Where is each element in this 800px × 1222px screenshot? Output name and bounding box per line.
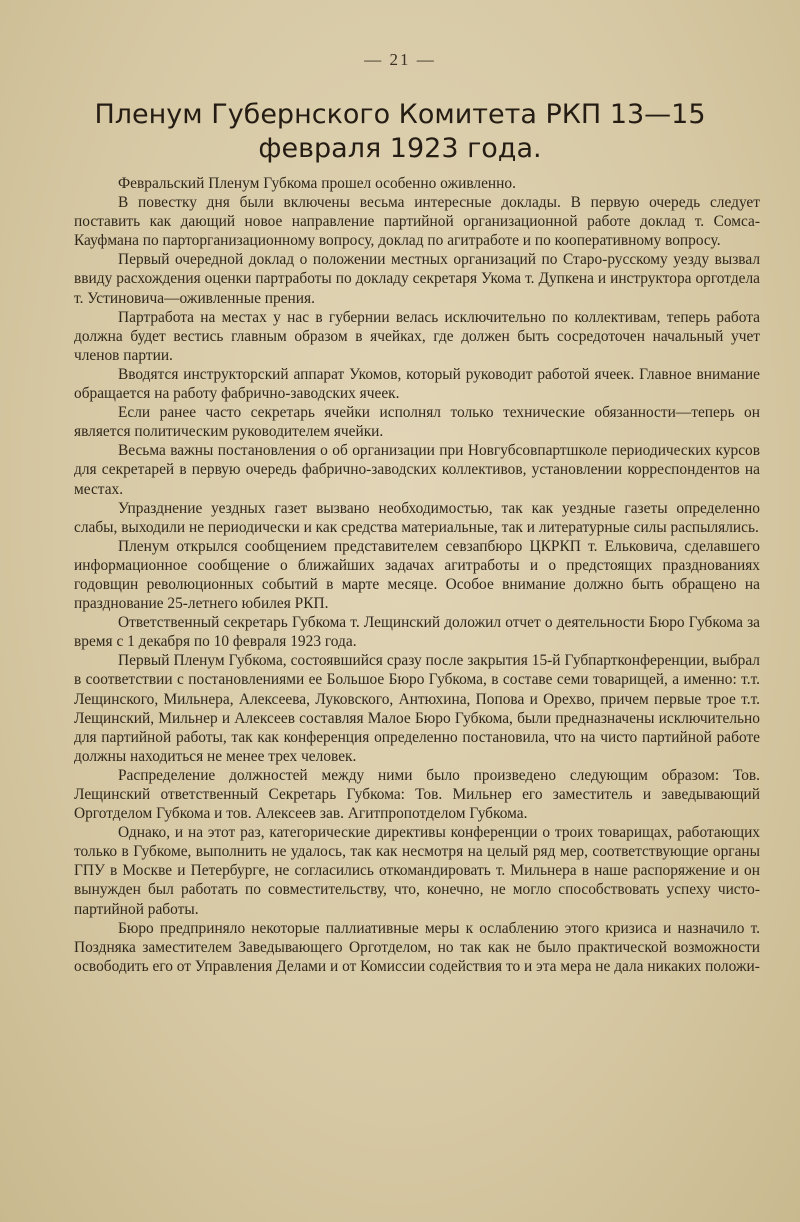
paragraph: Распределение должностей между ними было произведено следующим образом: Тов. Лещинский ответственный Секретарь Губкома: Тов. Мильнер его заместитель и заведывающий Орготделом Губкома и тов. Алексеев зав. Агитпропотделом Губкома. [74,766,760,823]
paragraph: Первый Пленум Губкома, состоявшийся сразу после закрытия 15-й Губпартконференции, выбрал в соответствии с постановлениями ее Большое Бюро Губкома, в составе семи товарищей, а именно: т.т. Лещинского, Мильнера, Алексеева, Луковского, Антюхина, Попова и Орехво, причем первые трое т.т. Лещинский, Мильнер и Алексеев составляя Малое Бюро Губкома, были предназначены исключительно для партийной работы, так как конференция определенно постановила, что на чисто партийной работе должны находиться не менее трех человек. [74,652,760,765]
paragraph: Упразднение уездных газет вызвано необходимостью, так как уездные газеты определенно слабы, выходили не периодически и как средства материальные, так и литературные силы распылялись. [74,499,760,536]
paragraph: Партработа на местах у нас в губернии велась исключительно по коллективам, теперь работа должна будет вестись главным образом в ячейках, где должен быть сосредоточен начальный учет членов партии. [74,308,760,364]
paragraph: Первый очередной доклад о положении местных организаций по Старо-русскому уезду вызвал ввиду расхождения оценки партработы по докладу секретаря Укома т. Дупкена и инструктора орготдела т. Устиновича—оживленные прения. [74,251,760,307]
paragraph: Если ранее часто секретарь ячейки исполнял только технические обязанности—теперь он является политическим руководителем ячейки. [74,404,760,441]
paragraph: Весьма важны постановления о об организации при Новгубсовпартшколе периодических курсов для секретарей в первую очередь фабрично-заводских коллективов, установлении корреспондентов на местах. [74,442,760,498]
paragraph: Бюро предприняло некоторые паллиативные меры к ослаблению этого кризиса и назначило т. Поздняка заместителем Заведывающего Орготделом, но так как не было практической возможности освободить его от Управления Делами и от Комиссии содействия то и эта мера не дала никаких положи- [74,919,760,975]
paragraph: В повестку дня были включены весьма интересные доклады. В первую очередь следует поставить как дающий новое направление партийной организационной работе доклад т. Сомса-Кауфмана по парторганизационному вопросу, доклад по агитработе и по кооперативному вопросу. [74,194,760,250]
paragraph: Февральский Пленум Губкома прошел особенно оживленно. [118,175,516,192]
paragraph: Однако, и на этот раз, категорические директивы конференции о троих товарищах, работающих только в Губкоме, выполнить не удалось, так как несмотря на целый ряд мер, соответствующие органы ГПУ в Москве и Петербурге, не согласились откомандировать т. Мильнера в наше распоряжение и он вынужден был работать по совместительству, что, конечно, не могло способствовать успеху чисто-партийной работы. [74,824,760,918]
article-body [74,174,760,976]
paragraph: Вводятся инструкторский аппарат Укомов, который руководит работой ячеек. Главное внимание обращается на работу фабрично-заводских ячеек. [74,365,760,403]
paragraph: Пленум открылся сообщением представителем севзапбюро ЦКРКП т. Ельковича, сделавшего информационное сообщение о ближайших задачах агитработы и о предстоящих празднованиях годовщин революционных событий в марте месяце. Особое внимание должно быть обращено на празднование 25-летнего юбилея РКП. [74,537,760,613]
page-number: — 21 — [364,50,436,69]
paragraph: Ответственный секретарь Губкома т. Лещинский доложил отчет о деятельности Бюро Губкома за время с 1 декабря по 10 февраля 1923 года. [74,614,760,651]
page-title: Пленум Губернского Комитета РКП 13—15 февраля 1923 года. [94,99,706,164]
